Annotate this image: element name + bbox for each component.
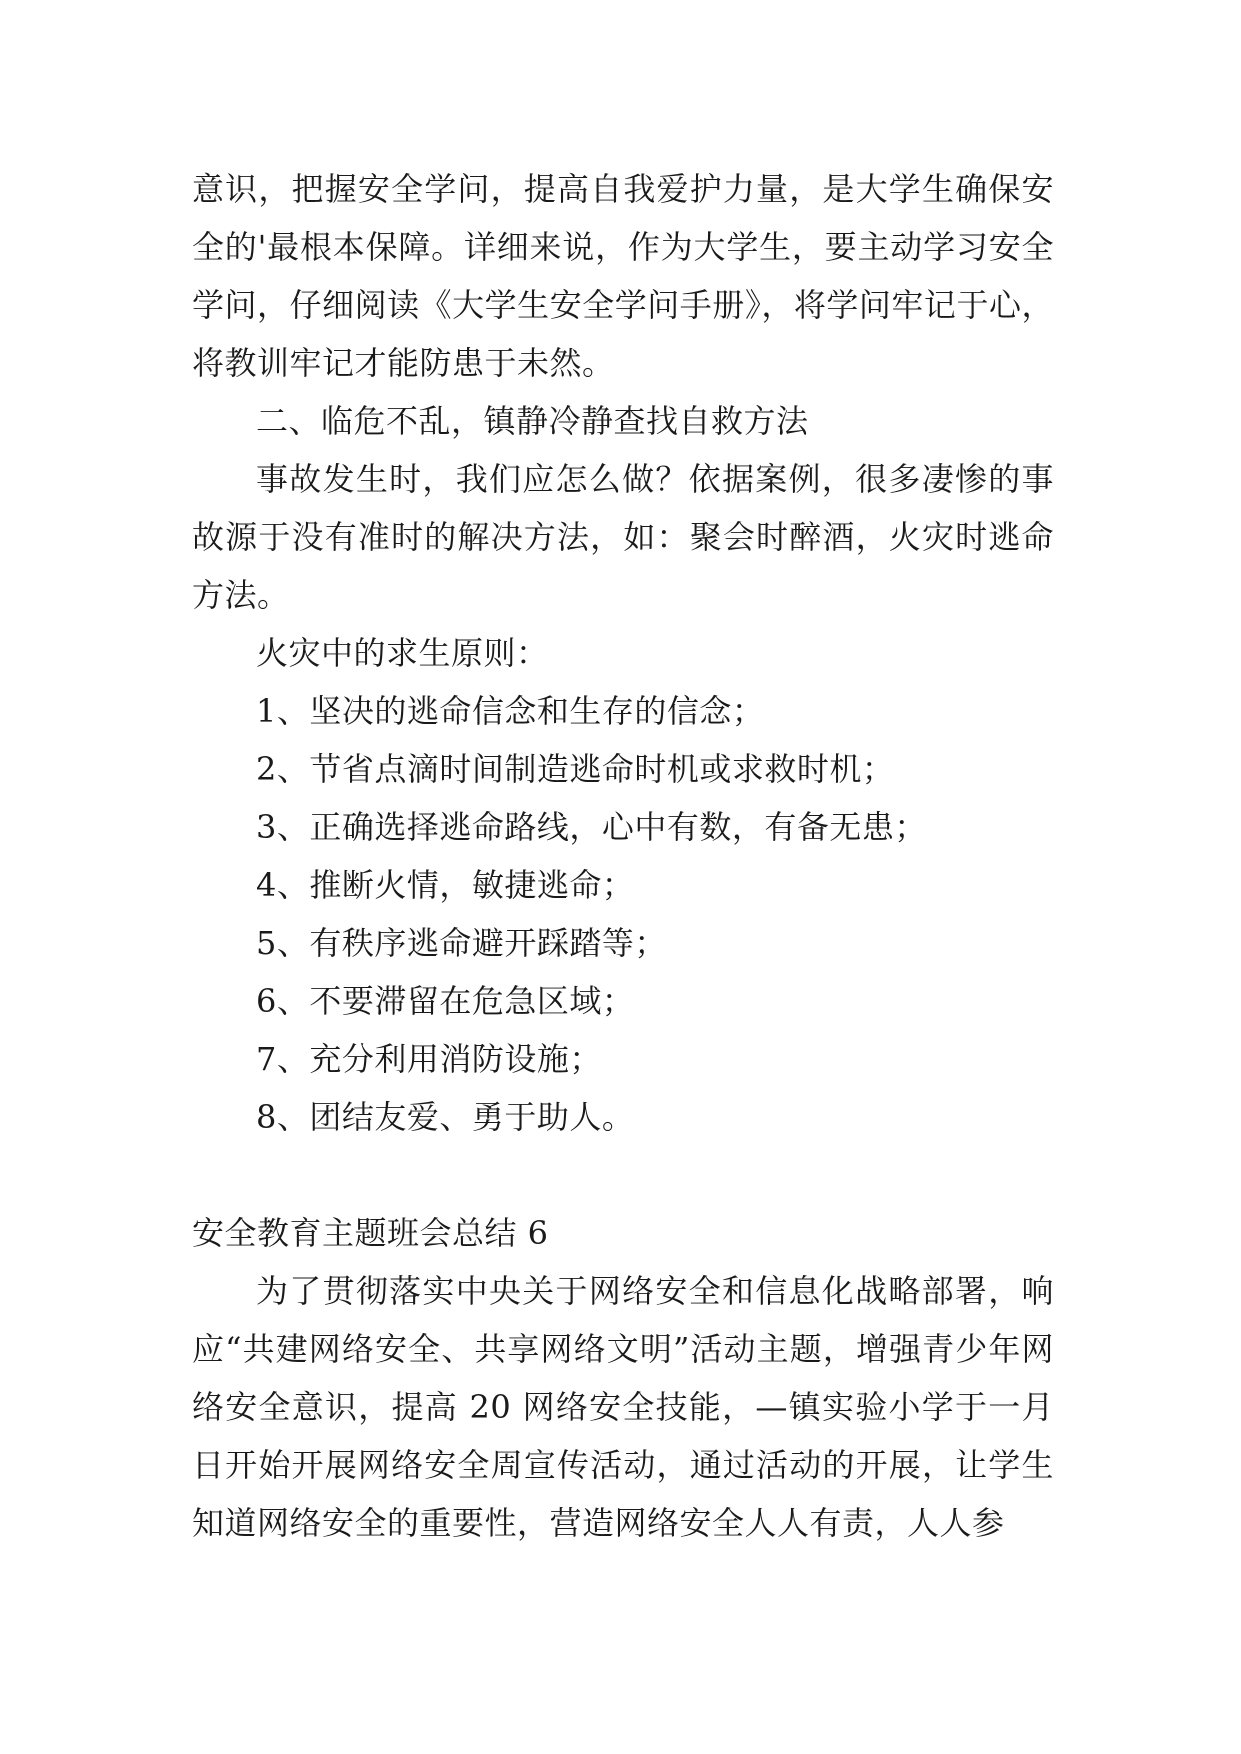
paragraph-fire-principles-title: 火灾中的求生原则：	[256, 634, 549, 672]
section-spacer	[192, 1146, 1054, 1204]
list-item-6: 6、不要滞留在危急区域；	[256, 982, 635, 1020]
list-item-5: 5、有秩序逃命避开踩踏等；	[256, 924, 667, 962]
list-item-3: 3、正确选择逃命路线，心中有数，有备无患；	[256, 808, 927, 846]
list-item-1: 1、坚决的逃命信念和生存的信念；	[256, 692, 765, 730]
list-item-2: 2、节省点滴时间制造逃命时机或求救时机；	[256, 750, 895, 788]
section-title: 安全教育主题班会总结 6	[192, 1214, 549, 1252]
paragraph-network-security: 为了贯彻落实中央关于网络安全和信息化战略部署，响应“共建网络安全、共享网络文明”活动主题，增强青少年网络安全意识，提高 20 网络安全技能，—镇实验小学于一月日开始开展网络安全周宣传活动，通过活动的开展，让学生知道网络安全的重要性，营造网络安全人人有责，人人参	[192, 1272, 1054, 1542]
paragraph-intro: 意识，把握安全学问，提高自我爱护力量，是大学生确保安全的'最根本保障。详细来说，作为大学生，要主动学习安全学问，仔细阅读《大学生安全学问手册》，将学问牢记于心，将教训牢记才能防患于未然。	[192, 170, 1054, 382]
paragraph-accident-response: 事故发生时，我们应怎么做？依据案例，很多凄惨的事故源于没有准时的解决方法，如：聚会时醉酒，火灾时逃命方法。	[192, 460, 1054, 614]
list-item-8: 8、团结友爱、勇于助人。	[256, 1098, 635, 1136]
document-body	[192, 160, 1054, 1552]
list-item-7: 7、充分利用消防设施；	[256, 1040, 602, 1078]
subheading-stay-calm: 二、临危不乱，镇静冷静查找自救方法	[256, 402, 809, 440]
list-item-4: 4、推断火情，敏捷逃命；	[256, 866, 635, 904]
